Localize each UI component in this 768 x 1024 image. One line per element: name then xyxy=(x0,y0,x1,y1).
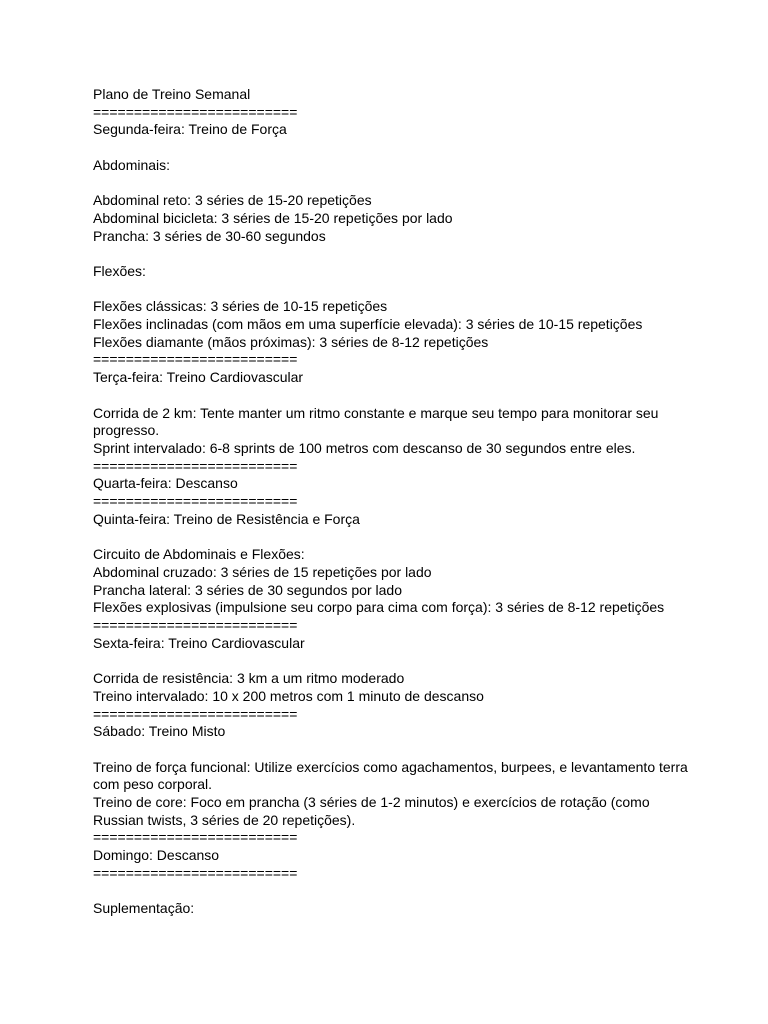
separator: ========================= xyxy=(93,351,298,368)
separator: ========================= xyxy=(93,103,298,120)
pushups-item: Flexões clássicas: 3 séries de 10-15 repetições xyxy=(93,298,388,315)
document-page xyxy=(93,86,693,918)
supplementation-title: Suplementação: xyxy=(93,900,195,917)
separator: ========================= xyxy=(93,829,298,846)
separator: ========================= xyxy=(93,493,298,510)
circuit-title: Circuito de Abdominais e Flexões: xyxy=(93,546,305,563)
blank-line xyxy=(93,387,693,405)
blank-line xyxy=(93,245,693,263)
pushups-item: Flexões inclinadas (com mãos em uma superfície elevada): 3 séries de 10-15 repetições xyxy=(93,316,643,333)
thursday-item: Abdominal cruzado: 3 séries de 15 repetições por lado xyxy=(93,563,432,580)
wednesday-heading: Quarta-feira: Descanso xyxy=(93,475,238,492)
document-title: Plano de Treino Semanal xyxy=(93,86,251,102)
saturday-item: Treino de força funcional: Utilize exercícios como agachamentos, burpees, e levantamento terra com peso corporal. xyxy=(93,758,692,793)
pushups-item: Flexões diamante (mãos próximas): 3 séries de 8-12 repetições xyxy=(93,333,489,350)
separator: ========================= xyxy=(93,617,298,633)
blank-line xyxy=(93,529,693,547)
abs-item: Prancha: 3 séries de 30-60 segundos xyxy=(93,227,326,244)
thursday-item: Prancha lateral: 3 séries de 30 segundos por lado xyxy=(93,581,402,598)
abs-item: Abdominal bicicleta: 3 séries de 15-20 repetições por lado xyxy=(93,209,453,226)
sunday-heading: Domingo: Descanso xyxy=(93,847,220,864)
friday-heading: Sexta-feira: Treino Cardiovascular xyxy=(93,634,305,651)
pushups-title: Flexões: xyxy=(93,262,146,279)
tuesday-heading: Terça-feira: Treino Cardiovascular xyxy=(93,369,304,386)
blank-line xyxy=(93,281,693,299)
tuesday-item: Corrida de 2 km: Tente manter um ritmo constante e marque seu tempo para monitorar seu progresso. xyxy=(93,404,663,439)
monday-heading: Segunda-feira: Treino de Força xyxy=(93,121,287,138)
separator: ========================= xyxy=(93,457,298,474)
friday-item: Treino intervalado: 10 x 200 metros com 1 minuto de descanso xyxy=(93,687,484,704)
separator: ========================= xyxy=(93,864,298,881)
friday-item: Corrida de resistência: 3 km a um ritmo moderado xyxy=(93,670,405,687)
saturday-item: Treino de core: Foco em prancha (3 séries de 1-2 minutos) e exercícios de rotação (como Russian twists, 3 séries de 20 repetições). xyxy=(93,794,654,828)
abs-title: Abdominais: xyxy=(93,156,171,173)
thursday-item: Flexões explosivas (impulsione seu corpo para cima com força): 3 séries de 8-12 repetições xyxy=(93,599,665,616)
blank-line xyxy=(93,139,693,157)
tuesday-item: Sprint intervalado: 6-8 sprints de 100 metros com descanso de 30 segundos entre eles. xyxy=(93,439,636,456)
saturday-heading: Sábado: Treino Misto xyxy=(93,723,226,740)
abs-item: Abdominal reto: 3 séries de 15-20 repetições xyxy=(93,192,372,209)
blank-line xyxy=(93,741,693,759)
blank-line xyxy=(93,883,693,901)
blank-line xyxy=(93,175,693,193)
separator: ========================= xyxy=(93,705,298,722)
thursday-heading: Quinta-feira: Treino de Resistência e Força xyxy=(93,510,360,527)
blank-line xyxy=(93,652,693,670)
